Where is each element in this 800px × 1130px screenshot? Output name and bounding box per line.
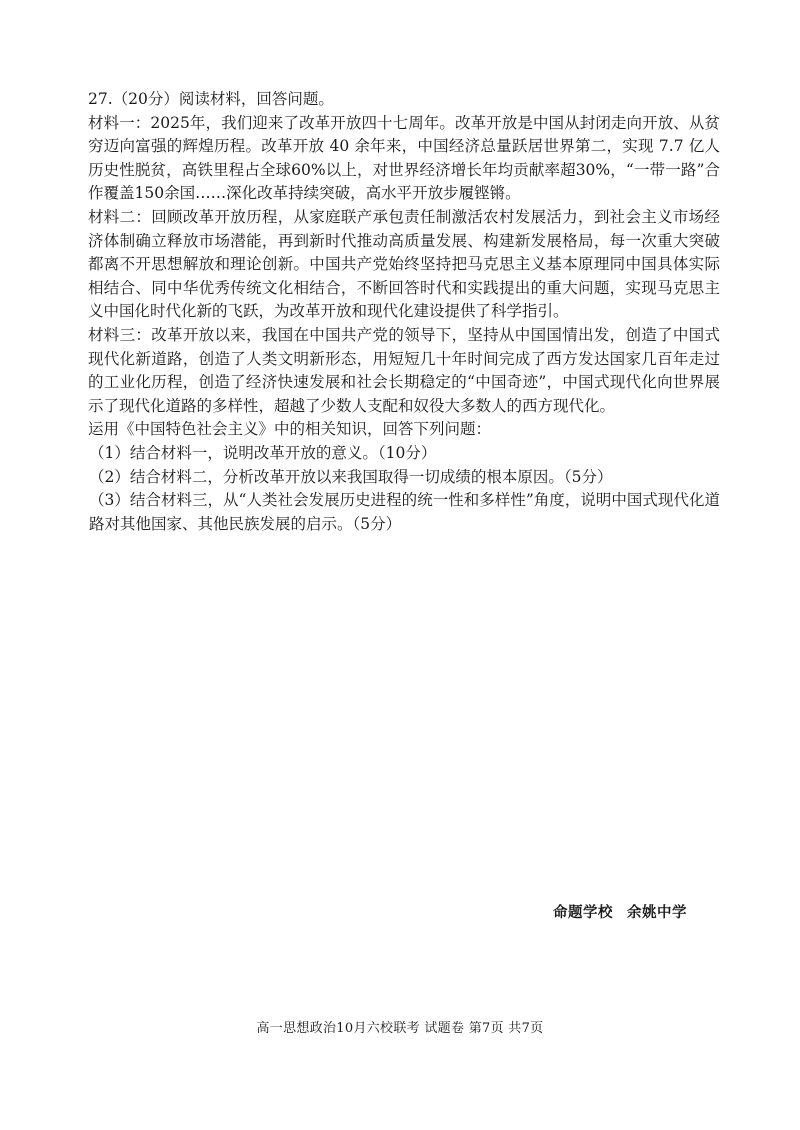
page-footer: 高一思想政治10月六校联考 试题卷 第7页 共7页 <box>256 1021 544 1036</box>
question-block <box>88 88 720 536</box>
school-label: 命题学校 <box>553 905 613 921</box>
school-name: 余姚中学 <box>627 905 687 921</box>
school-attribution <box>553 901 687 922</box>
sub-question-1: （1）结合材料一，说明改革开放的意义。（10分） <box>89 443 437 462</box>
material-3: 材料三：改革开放以来，我国在中国共产党的领导下，坚持从中国国情出发，创造了中国式现代化新道路，创造了人类文明新形态，用短短几十年时间完成了西方发达国家几百年走过的工业化历程，创造了经济快速发展和社会长期稳定的“中国奇迹”，中国式现代化向世界展示了现代化道路的多样性，超越了少数人支配和奴役大多数人的西方现代化。 <box>88 325 720 415</box>
question-header: 27.（20分）阅读材料，回答问题。 <box>88 90 334 108</box>
material-1: 材料一：2025年，我们迎来了改革开放四十七周年。改革开放是中国从封闭走向开放、从贫穷迈向富强的辉煌历程。改革开放 40 余年来，中国经济总量跃居世界第二，实现 7.7 亿人历史性脱贫，高铁里程占全球60%以上，对世界经济增长年均贡献率超30%，“一带一路”合作覆盖150余国……深化改革持续突破，高水平开放步履铿锵。 <box>88 113 720 203</box>
question-instruction: 运用《中国特色社会主义》中的相关知识，回答下列问题： <box>88 420 492 439</box>
material-2: 材料二：回顾改革开放历程，从家庭联产承包责任制激活农村发展活力，到社会主义市场经济体制确立释放市场潜能，再到新时代推动高质量发展、构建新发展格局，每一次重大突破都离不开思想解放和理论创新。中国共产党始终坚持把马克思主义基本原理同中国具体实际相结合、同中华优秀传统文化相结合，不断回答时代和实践提出的重大问题，实现马克思主义中国化时代化新的飞跃，为改革开放和现代化建设提供了科学指引。 <box>88 207 720 321</box>
sub-question-3: （3）结合材料三，从“人类社会发展历史进程的统一性和多样性”角度，说明中国式现代化道路对其他国家、其他民族发展的启示。（5分） <box>89 491 720 533</box>
sub-question-2: （2）结合材料二，分析改革开放以来我国取得一切成绩的根本原因。（5分） <box>89 467 613 486</box>
